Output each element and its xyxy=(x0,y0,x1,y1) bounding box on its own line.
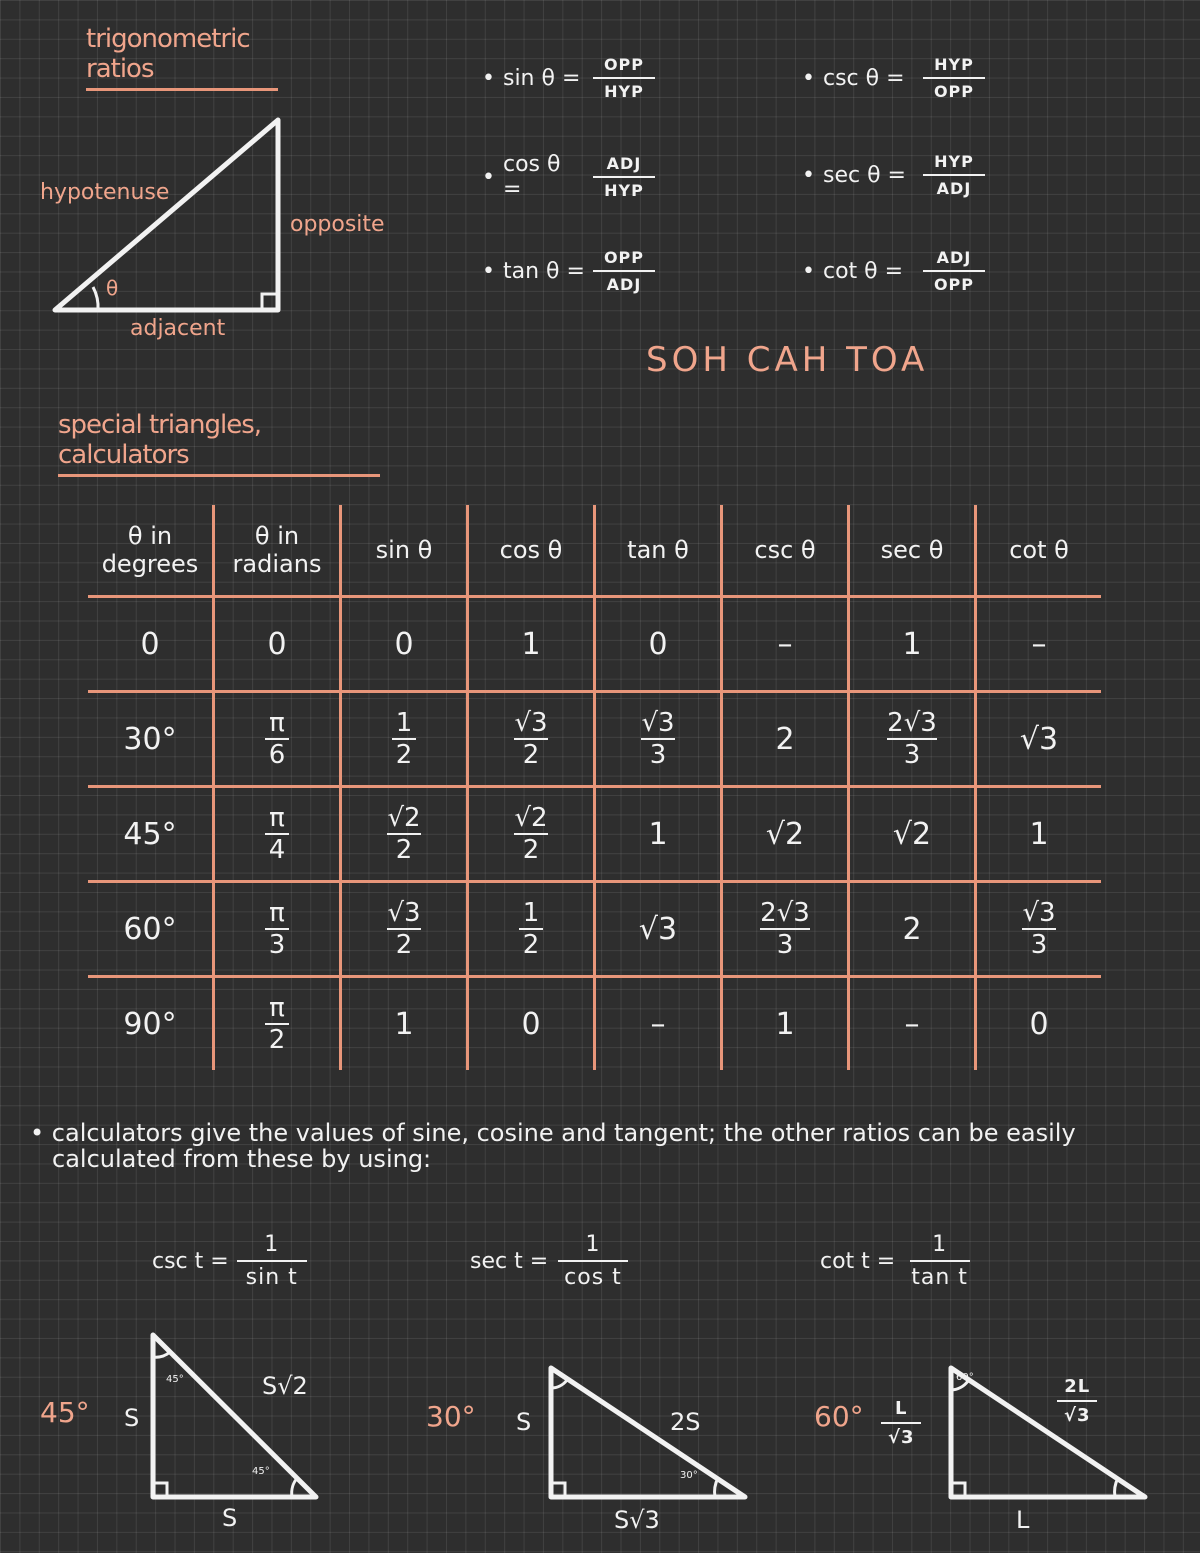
triangle-30-hypotenuse: 2S xyxy=(670,1408,701,1436)
header-sin: sin θ xyxy=(341,505,468,597)
table-row xyxy=(88,977,1101,1071)
table-row xyxy=(88,882,1101,977)
cell-sin: $\frac{√3}{2}$ xyxy=(341,882,468,977)
header-csc: csc θ xyxy=(722,505,849,597)
ratio-cot: • cot θ = $\frac{\text{ADJ}}{\text{OPP}}$ xyxy=(802,248,985,294)
cell-cos: $\frac{1}{2}$ xyxy=(468,882,595,977)
cell-cot: 0 xyxy=(1029,1006,1049,1042)
cell-radians: $\frac{\pi}{3}$ xyxy=(214,882,341,977)
formula-sec: sec t = $\frac{1}{\text{cos t}}$ xyxy=(470,1232,630,1290)
cell-cot: $\frac{√3}{3}$ xyxy=(976,882,1102,977)
triangle-45-diagram xyxy=(140,1325,330,1505)
cell-sin: 0 xyxy=(341,597,468,692)
cell-cot: 1 xyxy=(976,787,1102,882)
cell-tan: 0 xyxy=(595,597,722,692)
cell-tan: – xyxy=(595,977,722,1071)
cell-degrees: 0 xyxy=(88,597,214,692)
mnemonic-soh-cah-toa: SOH CAH TOA xyxy=(646,340,929,380)
cell-cot: – xyxy=(976,597,1102,692)
section-title-trig-ratios: trigonometric ratios xyxy=(86,24,278,91)
header-degrees: θ in degrees xyxy=(88,505,214,597)
cell-radians: $\frac{\pi}{4}$ xyxy=(214,787,341,882)
label-hypotenuse: hypotenuse xyxy=(40,180,170,205)
cell-cos: $\frac{√2}{2}$ xyxy=(468,787,595,882)
cell-sec: $\frac{2√3}{3}$ xyxy=(849,692,976,787)
triangle-60-bottom-side: L xyxy=(1016,1506,1030,1534)
cell-sec: 1 xyxy=(849,597,976,692)
formula-cot: cot t = $\frac{1}{\text{tan t}}$ xyxy=(820,1232,968,1290)
header-tan: tan θ xyxy=(595,505,722,597)
cell-tan: $\frac{√3}{3}$ xyxy=(595,692,722,787)
cell-degrees: 30° xyxy=(88,692,214,787)
cell-tan: √3 xyxy=(595,882,722,977)
cell-csc: 2 xyxy=(722,692,849,787)
cell-csc: $\frac{2√3}{3}$ xyxy=(722,882,849,977)
cell-cos: 0 xyxy=(468,977,595,1071)
ratio-csc: • csc θ = $\frac{\text{HYP}}{\text{OPP}}$ xyxy=(802,55,985,101)
cell-csc: – xyxy=(722,597,849,692)
triangle-60-hypotenuse: 2L √3 xyxy=(1056,1376,1099,1426)
triangle-60-label: 60° xyxy=(814,1400,864,1433)
table-row xyxy=(88,692,1101,787)
ratio-sec: • sec θ = $\frac{\text{HYP}}{\text{ADJ}}$ xyxy=(802,152,985,198)
formula-csc: csc t = $\frac{1}{\text{sin t}}$ xyxy=(152,1232,307,1290)
cell-cot: √3 xyxy=(976,692,1102,787)
triangle-30-diagram xyxy=(540,1360,760,1505)
triangle-45-top-angle: 45° xyxy=(166,1374,184,1385)
cell-sin: $\frac{1}{2}$ xyxy=(341,692,468,787)
label-opposite: opposite xyxy=(290,212,385,237)
cell-degrees: 90° xyxy=(88,977,214,1071)
cell-cos: $\frac{√3}{2}$ xyxy=(468,692,595,787)
cell-degrees: 60° xyxy=(88,882,214,977)
cell-sec: 2 xyxy=(849,882,976,977)
triangle-60-top-angle: 60° xyxy=(956,1372,974,1383)
special-angles-table xyxy=(88,505,1101,1070)
triangle-30-left-side: S xyxy=(516,1408,532,1436)
triangle-45-corner-angle: 45° xyxy=(252,1466,270,1477)
cell-radians: 0 xyxy=(214,597,341,692)
cell-sec: √2 xyxy=(849,787,976,882)
table-row xyxy=(88,787,1101,882)
header-sec: sec θ xyxy=(849,505,976,597)
cell-radians: $\frac{\pi}{6}$ xyxy=(214,692,341,787)
table-header-row xyxy=(88,505,1101,597)
cell-sin: $\frac{√2}{2}$ xyxy=(341,787,468,882)
ratio-sin: • sin θ = $\frac{\text{OPP}}{\text{HYP}}$ xyxy=(482,55,655,101)
table-row xyxy=(88,597,1101,692)
triangle-30-corner-angle: 30° xyxy=(680,1470,698,1481)
label-theta: θ xyxy=(106,276,119,300)
cell-cos: 1 xyxy=(468,597,595,692)
cell-sec: – xyxy=(849,977,976,1071)
triangle-30-bottom-side: S√3 xyxy=(614,1506,660,1534)
cell-radians: $\frac{\pi}{2}$ xyxy=(214,977,341,1071)
cell-sin: 1 xyxy=(341,977,468,1071)
triangle-60-left-side: L √3 xyxy=(880,1398,923,1448)
triangle-45-left-side: S xyxy=(124,1404,140,1432)
triangle-45-bottom-side: S xyxy=(222,1504,238,1532)
triangle-30-label: 30° xyxy=(426,1400,476,1433)
label-adjacent: adjacent xyxy=(130,316,226,341)
cell-tan: 1 xyxy=(595,787,722,882)
ratio-tan: • tan θ = $\frac{\text{OPP}}{\text{ADJ}}$ xyxy=(482,248,655,294)
calculator-note: • calculators give the values of sine, cosine and tangent; the other ratios can be easily calculated from these by using: xyxy=(30,1119,1076,1173)
triangle-45-label: 45° xyxy=(40,1396,90,1429)
cell-csc: √2 xyxy=(722,787,849,882)
cell-csc: 1 xyxy=(722,977,849,1071)
triangle-45-hypotenuse: S√2 xyxy=(262,1372,308,1400)
cell-degrees: 45° xyxy=(88,787,214,882)
header-radians: θ in radians xyxy=(214,505,341,597)
header-cot: cot θ xyxy=(976,505,1102,597)
ratio-cos: • cos θ = $\frac{\text{ADJ}}{\text{HYP}}$ xyxy=(482,152,655,202)
section-title-special-triangles: special triangles, calculators xyxy=(58,410,380,477)
header-cos: cos θ xyxy=(468,505,595,597)
